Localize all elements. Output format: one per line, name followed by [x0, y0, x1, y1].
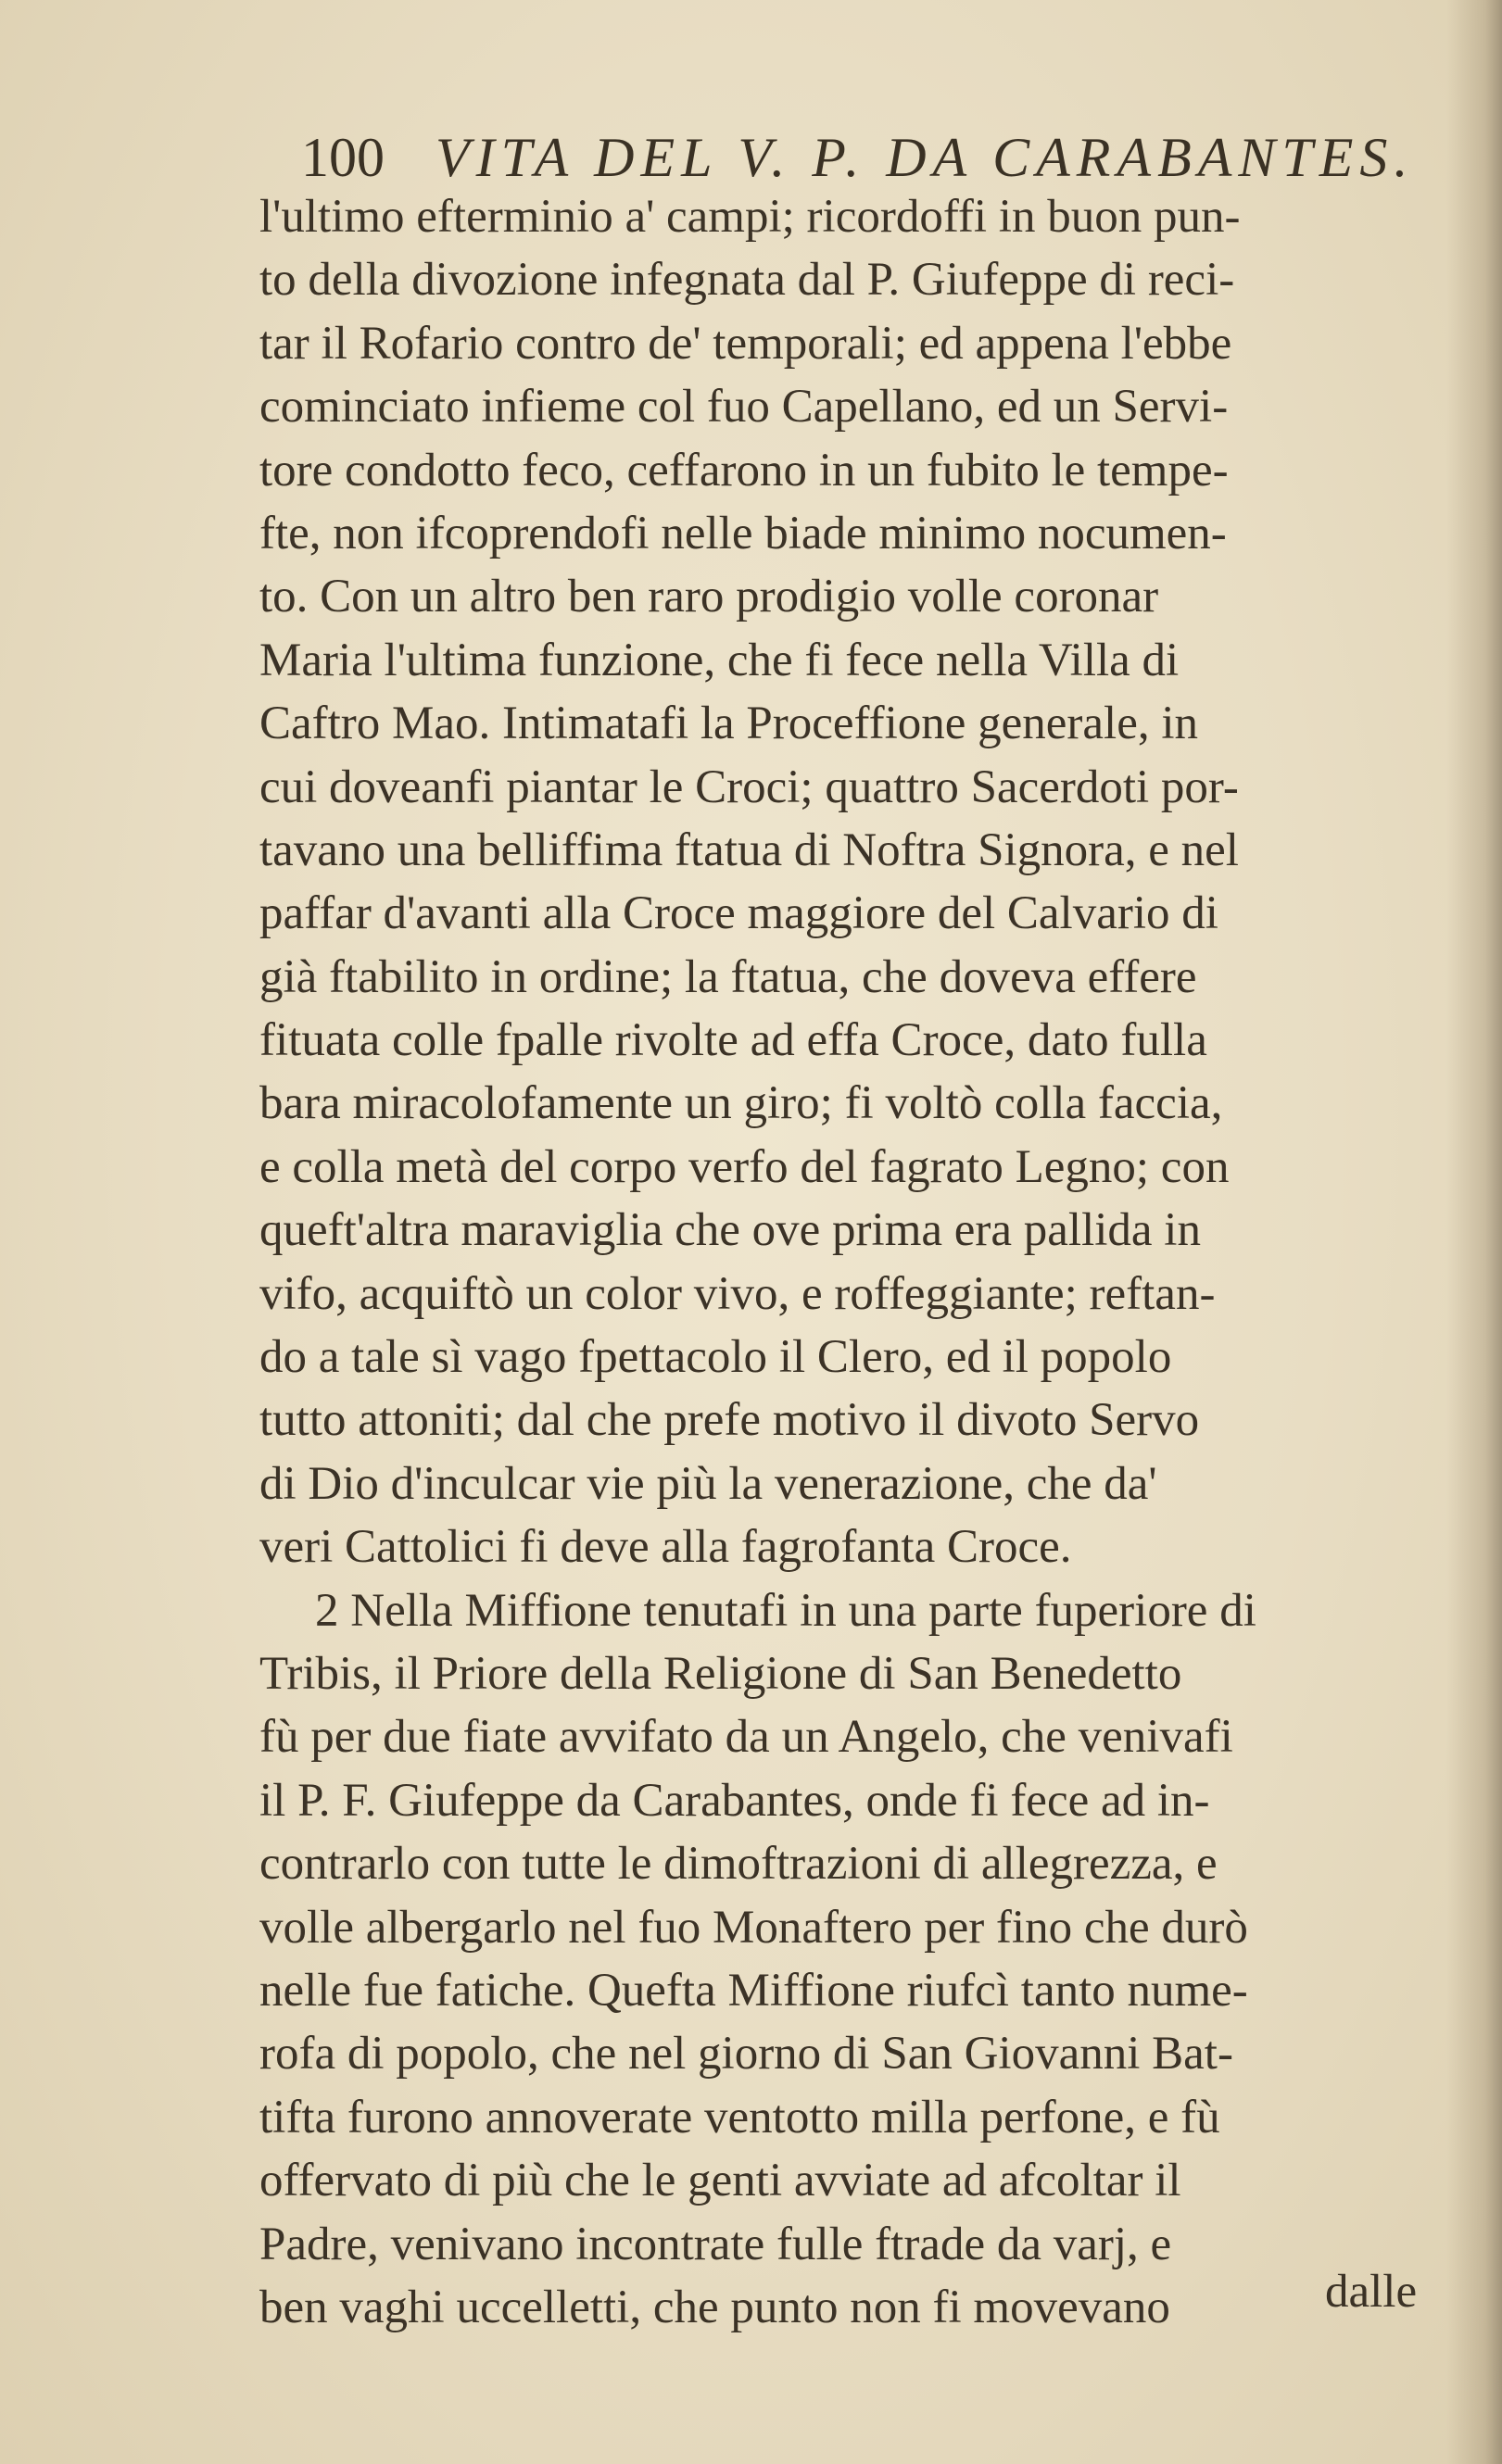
text-line: cominciato infieme col fuo Capellano, ed un Servi-: [259, 381, 1229, 434]
text-line: Caftro Mao. Intimatafi la Proceffione generale, in: [259, 698, 1199, 750]
text-line: fituata colle fpalle rivolte ad effa Croce, dato fulla: [259, 1014, 1207, 1067]
text-line: ben vaghi uccelletti, che punto non fi movevano: [259, 2281, 1170, 2333]
text-line: nelle fue fatiche. Quefta Miffione riufcì tanto nume-: [259, 1964, 1248, 2017]
text-line: do a tale sì vago fpettacolo il Clero, ed il popolo: [259, 1331, 1172, 1384]
text-line: fte, non ifcoprendofi nelle biade minimo nocumen-: [259, 507, 1227, 559]
text-line: tavano una belliffima ftatua di Noftra Signora, e nel: [259, 823, 1239, 876]
text-line: rofa di popolo, che nel giorno di San Giovanni Bat-: [259, 2028, 1233, 2081]
text-line: veri Cattolici fi deve alla fagrofanta Croce.: [259, 1521, 1072, 1574]
text-line: già ftabilito in ordine; la ftatua, che doveva effere: [259, 950, 1197, 1003]
text-line: di Dio d'inculcar vie più la venerazione, che da': [259, 1457, 1157, 1510]
text-line: paffar d'avanti alla Croce maggiore del Calvario di: [259, 887, 1218, 940]
text-line: e colla metà del corpo verfo del fagrato Legno; con: [259, 1140, 1230, 1193]
text-line: Tribis, il Priore della Religione di San Benedetto: [259, 1647, 1182, 1700]
text-line: Padre, venivano incontrate fulle ftrade da varj, e: [259, 2218, 1172, 2270]
text-line: il P. F. Giufeppe da Carabantes, onde fi fece ad in-: [259, 1774, 1210, 1827]
running-title: VITA DEL V. P. DA CARABANTES.: [435, 127, 1415, 188]
text-line: vifo, acquiftò un color vivo, e roffeggiante; reftan-: [259, 1267, 1216, 1320]
text-line: queft'altra maraviglia che ove prima era pallida in: [259, 1204, 1201, 1257]
text-line: fù per due fiate avvifato da un Angelo, che venivafi: [259, 1711, 1233, 1764]
text-line: to della divozione infegnata dal P. Giufeppe di reci-: [259, 254, 1235, 307]
body-text: [259, 185, 1502, 2339]
text-line: l'ultimo efterminio a' campi; ricordoffi in buon pun-: [259, 191, 1241, 243]
text-line: Maria l'ultima funzione, che fi fece nella Villa di: [259, 634, 1180, 686]
running-head: [301, 120, 1502, 195]
text-line: tore condotto feco, ceffarono in un fubito le tempe-: [259, 444, 1229, 497]
text-line: bara miracolofamente un giro; fi voltò colla faccia,: [259, 1077, 1223, 1130]
text-line: tifta furono annoverate ventotto milla perfone, e fù: [259, 2091, 1220, 2143]
text-line: volle albergarlo nel fuo Monaftero per fino che durò: [259, 1901, 1248, 1954]
text-line: to. Con un altro ben raro prodigio volle coronar: [259, 571, 1159, 623]
page-number: 100: [301, 127, 385, 188]
text-line: contrarlo con tutte le dimoftrazioni di allegrezza, e: [259, 1838, 1218, 1891]
text-line: tar il Rofario contro de' temporali; ed appena l'ebbe: [259, 317, 1232, 370]
catchword: dalle: [1325, 2266, 1418, 2318]
text-line: offervato di più che le genti avviate ad afcoltar il: [259, 2155, 1181, 2207]
text-line: cui doveanfi piantar le Croci; quattro Sacerdoti por-: [259, 761, 1239, 813]
text-line: tutto attoniti; dal che prefe motivo il divoto Servo: [259, 1394, 1200, 1447]
paragraph-start-line: 2 Nella Miffione tenutafi in una parte fuperiore di: [315, 1584, 1256, 1637]
